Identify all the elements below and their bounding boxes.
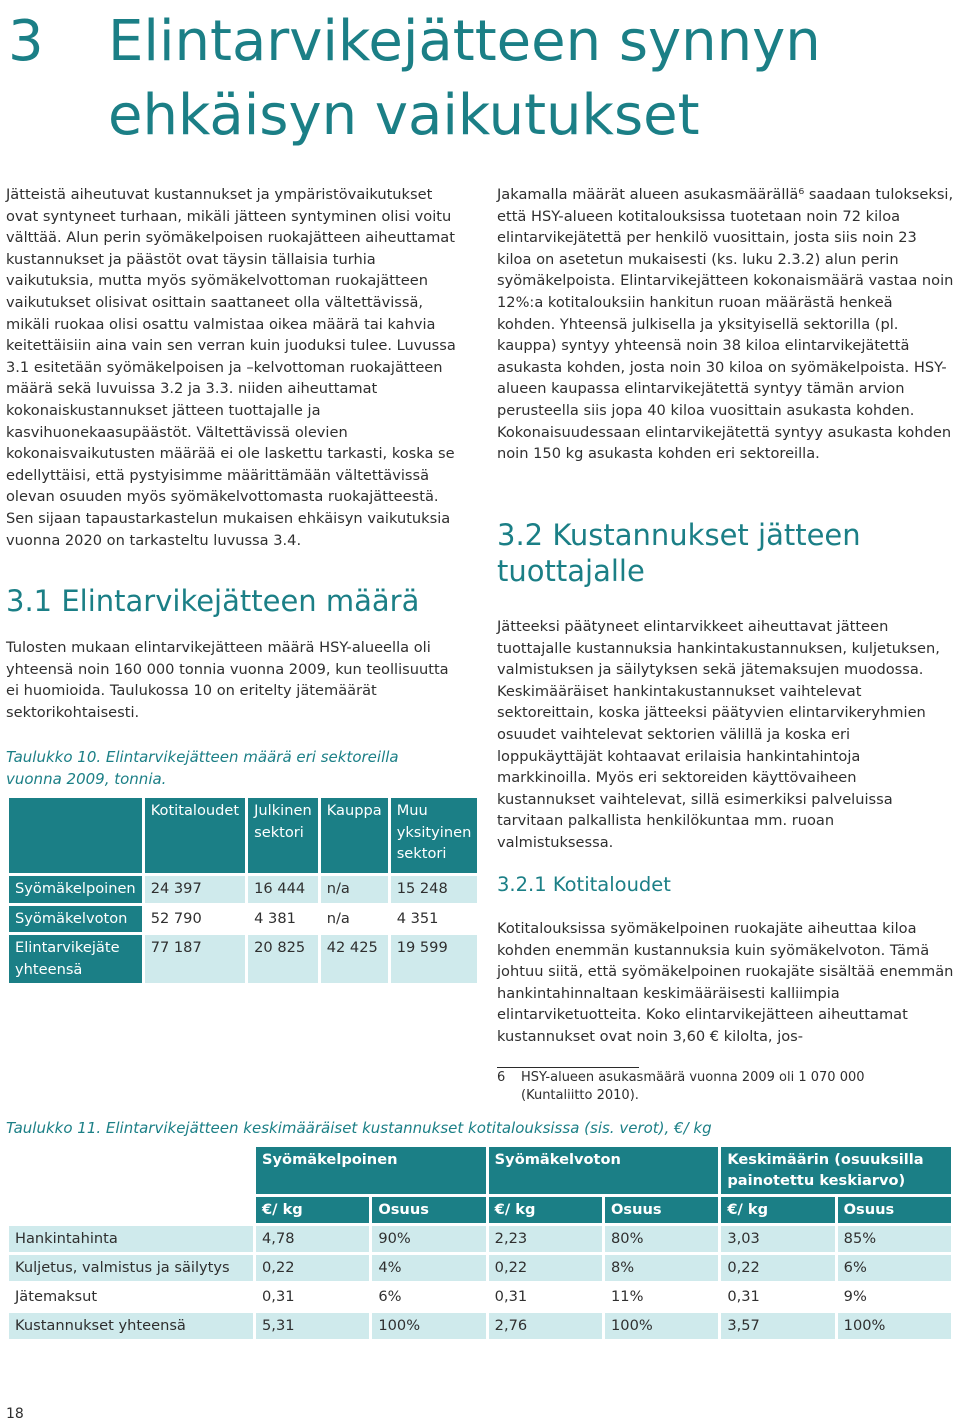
- table-row: [9, 1226, 951, 1252]
- table10-header-empty: [9, 798, 142, 873]
- intro-paragraph: Jätteistä aiheutuvat kustannukset ja ympäristövaikutukset ovat syntyneet turhaan, mikäli jätteen syntyminen olisi voitu välttää. Alun perin syömäkelpoisen ruokajätteen aiheuttamat kustannukset ja päästöt ovat täysin tällaisia turhia vaikutuksia, mutta myös syömäkelvottoman ruokajätteen vaikutukset olisivat osittain saattaneet olla vältettävissä, mikäli ruokaa olisi osattu valmistaa oikea määrä tai kahvia keitettäisiin aina vain sen verran kuin juoduksi tulee. Luvussa 3.1 esitetään syömäkelpoisen ja –kelvottoman ruokajätteen määrä sekä luvuissa 3.2 ja 3.3. niiden aiheuttamat kokonaiskustannukset jätteen tuottajalle ja kasvihuonekaasupäästöt. Vältettävissä olevien kokonaisvaikutusten määrää ei ole laskettu tarkasti, koska se edellyttäisi, että pystyisimme määrittämään vältettävissä olevan osuuden myös syömäkelvottomasta ruokajätteestä. Sen sijaan tapaustarkastelun mukaisen ehkäisyn vaikutuksia vuonna 2020 on tarkasteltu luvussa 3.4.: [6, 186, 456, 549]
- footnote-text: HSY-alueen asukasmäärä vuonna 2009 oli 1 070 000 (Kuntaliitto 2010).: [521, 1070, 865, 1103]
- table-cell: 0,31: [721, 1284, 834, 1310]
- section-3-2-1-paragraph: Kotitalouksissa syömäkelpoinen ruokajäte aiheuttaa kiloa kohden enemmän kustannuksia kuin syömäkelvoton. Tämä johtuu siitä, että syömäkelpoinen ruokajäte sisältää enemmän hankintahinnaltaan keskimääräisesti kalliimpia elintarviketuotteita. Koko elintarvikejätteen aiheuttamat kustannukset ovat noin 3,60 € kilolta, jos-: [497, 920, 954, 1045]
- table11-subheader-row: [9, 1197, 951, 1223]
- table11-group-header: Keskimäärin (osuuksilla painotettu keskiarvo): [721, 1147, 951, 1194]
- table-cell: 6%: [838, 1255, 951, 1281]
- table10-caption: Taulukko 10. Elintarvikejätteen määrä eri sektoreilla vuonna 2009, tonnia.: [6, 748, 399, 788]
- table-row: [9, 1255, 951, 1281]
- footnote-number: 6: [497, 1070, 506, 1085]
- table-cell: 8%: [605, 1255, 718, 1281]
- table-cell: 4 381: [248, 906, 318, 933]
- footnote-divider: [497, 1067, 639, 1068]
- table11-row-label: Kuljetus, valmistus ja säilytys: [9, 1255, 253, 1281]
- table-cell: 90%: [372, 1226, 485, 1252]
- table-10: [6, 795, 480, 986]
- table-cell: 52 790: [145, 906, 245, 933]
- section-3-2-heading-line1: 3.2 Kustannukset jätteen: [497, 518, 861, 552]
- table11-subheader: €/ kg: [489, 1197, 602, 1223]
- table11-row-label: Hankintahinta: [9, 1226, 253, 1252]
- table-cell: 9%: [838, 1284, 951, 1310]
- table-cell: 0,22: [256, 1255, 369, 1281]
- table11-subheader: €/ kg: [256, 1197, 369, 1223]
- table-cell: 0,31: [489, 1284, 602, 1310]
- table-cell: 3,57: [721, 1313, 834, 1339]
- page-number: 18: [6, 1406, 24, 1422]
- section-3-1-paragraph: Tulosten mukaan elintarvikejätteen määrä HSY-alueella oli yhteensä noin 160 000 tonnia vuonna 2009, kun teollisuutta ei huomioida. Taulukossa 10 on eritelty jätemäärät sektorikohtaisesti.: [6, 639, 449, 721]
- table-cell: 0,22: [489, 1255, 602, 1281]
- table10-header-cell: Kauppa: [321, 798, 388, 873]
- table-cell: n/a: [321, 876, 388, 903]
- table11-group-header: Syömäkelpoinen: [256, 1147, 486, 1194]
- table-cell: 100%: [838, 1313, 951, 1339]
- table-cell: 0,22: [721, 1255, 834, 1281]
- table11-subheader: €/ kg: [721, 1197, 834, 1223]
- chapter-title-line2: ehkäisyn vaikutukset: [108, 83, 700, 148]
- right-paragraph-1: Jakamalla määrät alueen asukasmäärällä⁶ saadaan tulokseksi, että HSY-alueen kotitalouksissa tuotetaan noin 72 kiloa elintarvikejätettä per henkilö vuosittain, josta siis noin 23 kiloa on asetetun mukaisesti (ks. luku 2.3.2) alun perin syömäkelpoista. Elintarvikejätteen kokonaismäärä vastaa noin 12%:a kotitalouksiin hankitun ruoan määrästä henkeä kohden. Yhteensä julkisella ja yksityisellä sektorilla (pl. kauppa) syntyy yhteensä noin 38 kiloa elintarvikejätettä asukasta kohden, josta noin 30 kiloa on syömäkelpoista. HSY-alueen kaupassa elintarvikejätettä syntyy tämän arvion perusteella siis jopa 40 kiloa vuosittain asukasta kohden. Kokonaisuudessaan elintarvikejätettä syntyy asukasta kohden noin 150 kg asukasta kohden eri sektoreilla.: [497, 186, 954, 463]
- table-cell: 2,23: [489, 1226, 602, 1252]
- table-row: [9, 1284, 951, 1310]
- table-cell: 85%: [838, 1226, 951, 1252]
- table-cell: 20 825: [248, 935, 318, 983]
- table-cell: 100%: [605, 1313, 718, 1339]
- table11-row-label: Kustannukset yhteensä: [9, 1313, 253, 1339]
- table-row: [9, 906, 477, 933]
- table10-row-label: Elintarvikejäte yhteensä: [9, 935, 142, 983]
- table-cell: 24 397: [145, 876, 245, 903]
- section-3-1-heading: 3.1 Elintarvikejätteen määrä: [6, 584, 420, 618]
- table11-group-header-row: [9, 1147, 951, 1194]
- table-row: [9, 1313, 951, 1339]
- section-3-2-paragraph: Jätteeksi päätyneet elintarvikkeet aiheuttavat jätteen tuottajalle kustannuksia hankintakustannuksen, kuljetuksen, valmistuksen ja säilytyksen sekä jätemaksujen muodossa. Keskimääräiset hankintakustannukset vaihtelevat sektoreittain, koska jätteeksi päätyvien elintarvikeryhmien osuudet vaihtelevat sektorien välillä ja koska eri loppukäyttäjät kohtaavat erilaisia hankintahintoja markkinoilla. Myös eri sektoreiden käyttövaiheen kustannukset vaihtelevat, sillä esimerkiksi palveluissa tarvitaan palkallista henkilökuntaa mm. ruoan valmistuksessa.: [497, 618, 940, 851]
- table-11: [6, 1144, 954, 1342]
- table-row: [9, 876, 477, 903]
- table10-row-label: Syömäkelpoinen: [9, 876, 142, 903]
- table-row: [9, 935, 477, 983]
- table11-caption: Taulukko 11. Elintarvikejätteen keskimääräiset kustannukset kotitalouksissa (sis. verot), €/ kg: [6, 1119, 712, 1137]
- table-cell: n/a: [321, 906, 388, 933]
- section-3-2-heading-line2: tuottajalle: [497, 554, 645, 588]
- table-cell: 15 248: [391, 876, 478, 903]
- table10-header-cell: Kotitaloudet: [145, 798, 245, 873]
- section-3-2-1-heading: 3.2.1 Kotitaloudet: [497, 873, 671, 896]
- table-cell: 19 599: [391, 935, 478, 983]
- table11-group-header: Syömäkelvoton: [489, 1147, 719, 1194]
- table11-corner: [9, 1197, 253, 1223]
- table-cell: 42 425: [321, 935, 388, 983]
- table-cell: 4%: [372, 1255, 485, 1281]
- table-cell: 11%: [605, 1284, 718, 1310]
- chapter-number: 3: [8, 9, 44, 74]
- table-cell: 4 351: [391, 906, 478, 933]
- table-cell: 3,03: [721, 1226, 834, 1252]
- table-cell: 6%: [372, 1284, 485, 1310]
- table-cell: 77 187: [145, 935, 245, 983]
- table-cell: 100%: [372, 1313, 485, 1339]
- table10-row-label: Syömäkelvoton: [9, 906, 142, 933]
- table-cell: 5,31: [256, 1313, 369, 1339]
- table-cell: 80%: [605, 1226, 718, 1252]
- table11-subheader: Osuus: [605, 1197, 718, 1223]
- table-cell: 2,76: [489, 1313, 602, 1339]
- table10-header-cell: Julkinen sektori: [248, 798, 318, 873]
- table10-header-row: [9, 798, 477, 873]
- table11-subheader: Osuus: [372, 1197, 485, 1223]
- table11-corner: [9, 1147, 253, 1194]
- table-cell: 4,78: [256, 1226, 369, 1252]
- footnote: [497, 1069, 927, 1104]
- chapter-title-line1: Elintarvikejätteen synnyn: [108, 9, 821, 74]
- table11-subheader: Osuus: [838, 1197, 951, 1223]
- table10-header-cell: Muu yksityinen sektori: [391, 798, 478, 873]
- table11-row-label: Jätemaksut: [9, 1284, 253, 1310]
- table-cell: 0,31: [256, 1284, 369, 1310]
- table-cell: 16 444: [248, 876, 318, 903]
- section-3-2-heading: [497, 517, 955, 589]
